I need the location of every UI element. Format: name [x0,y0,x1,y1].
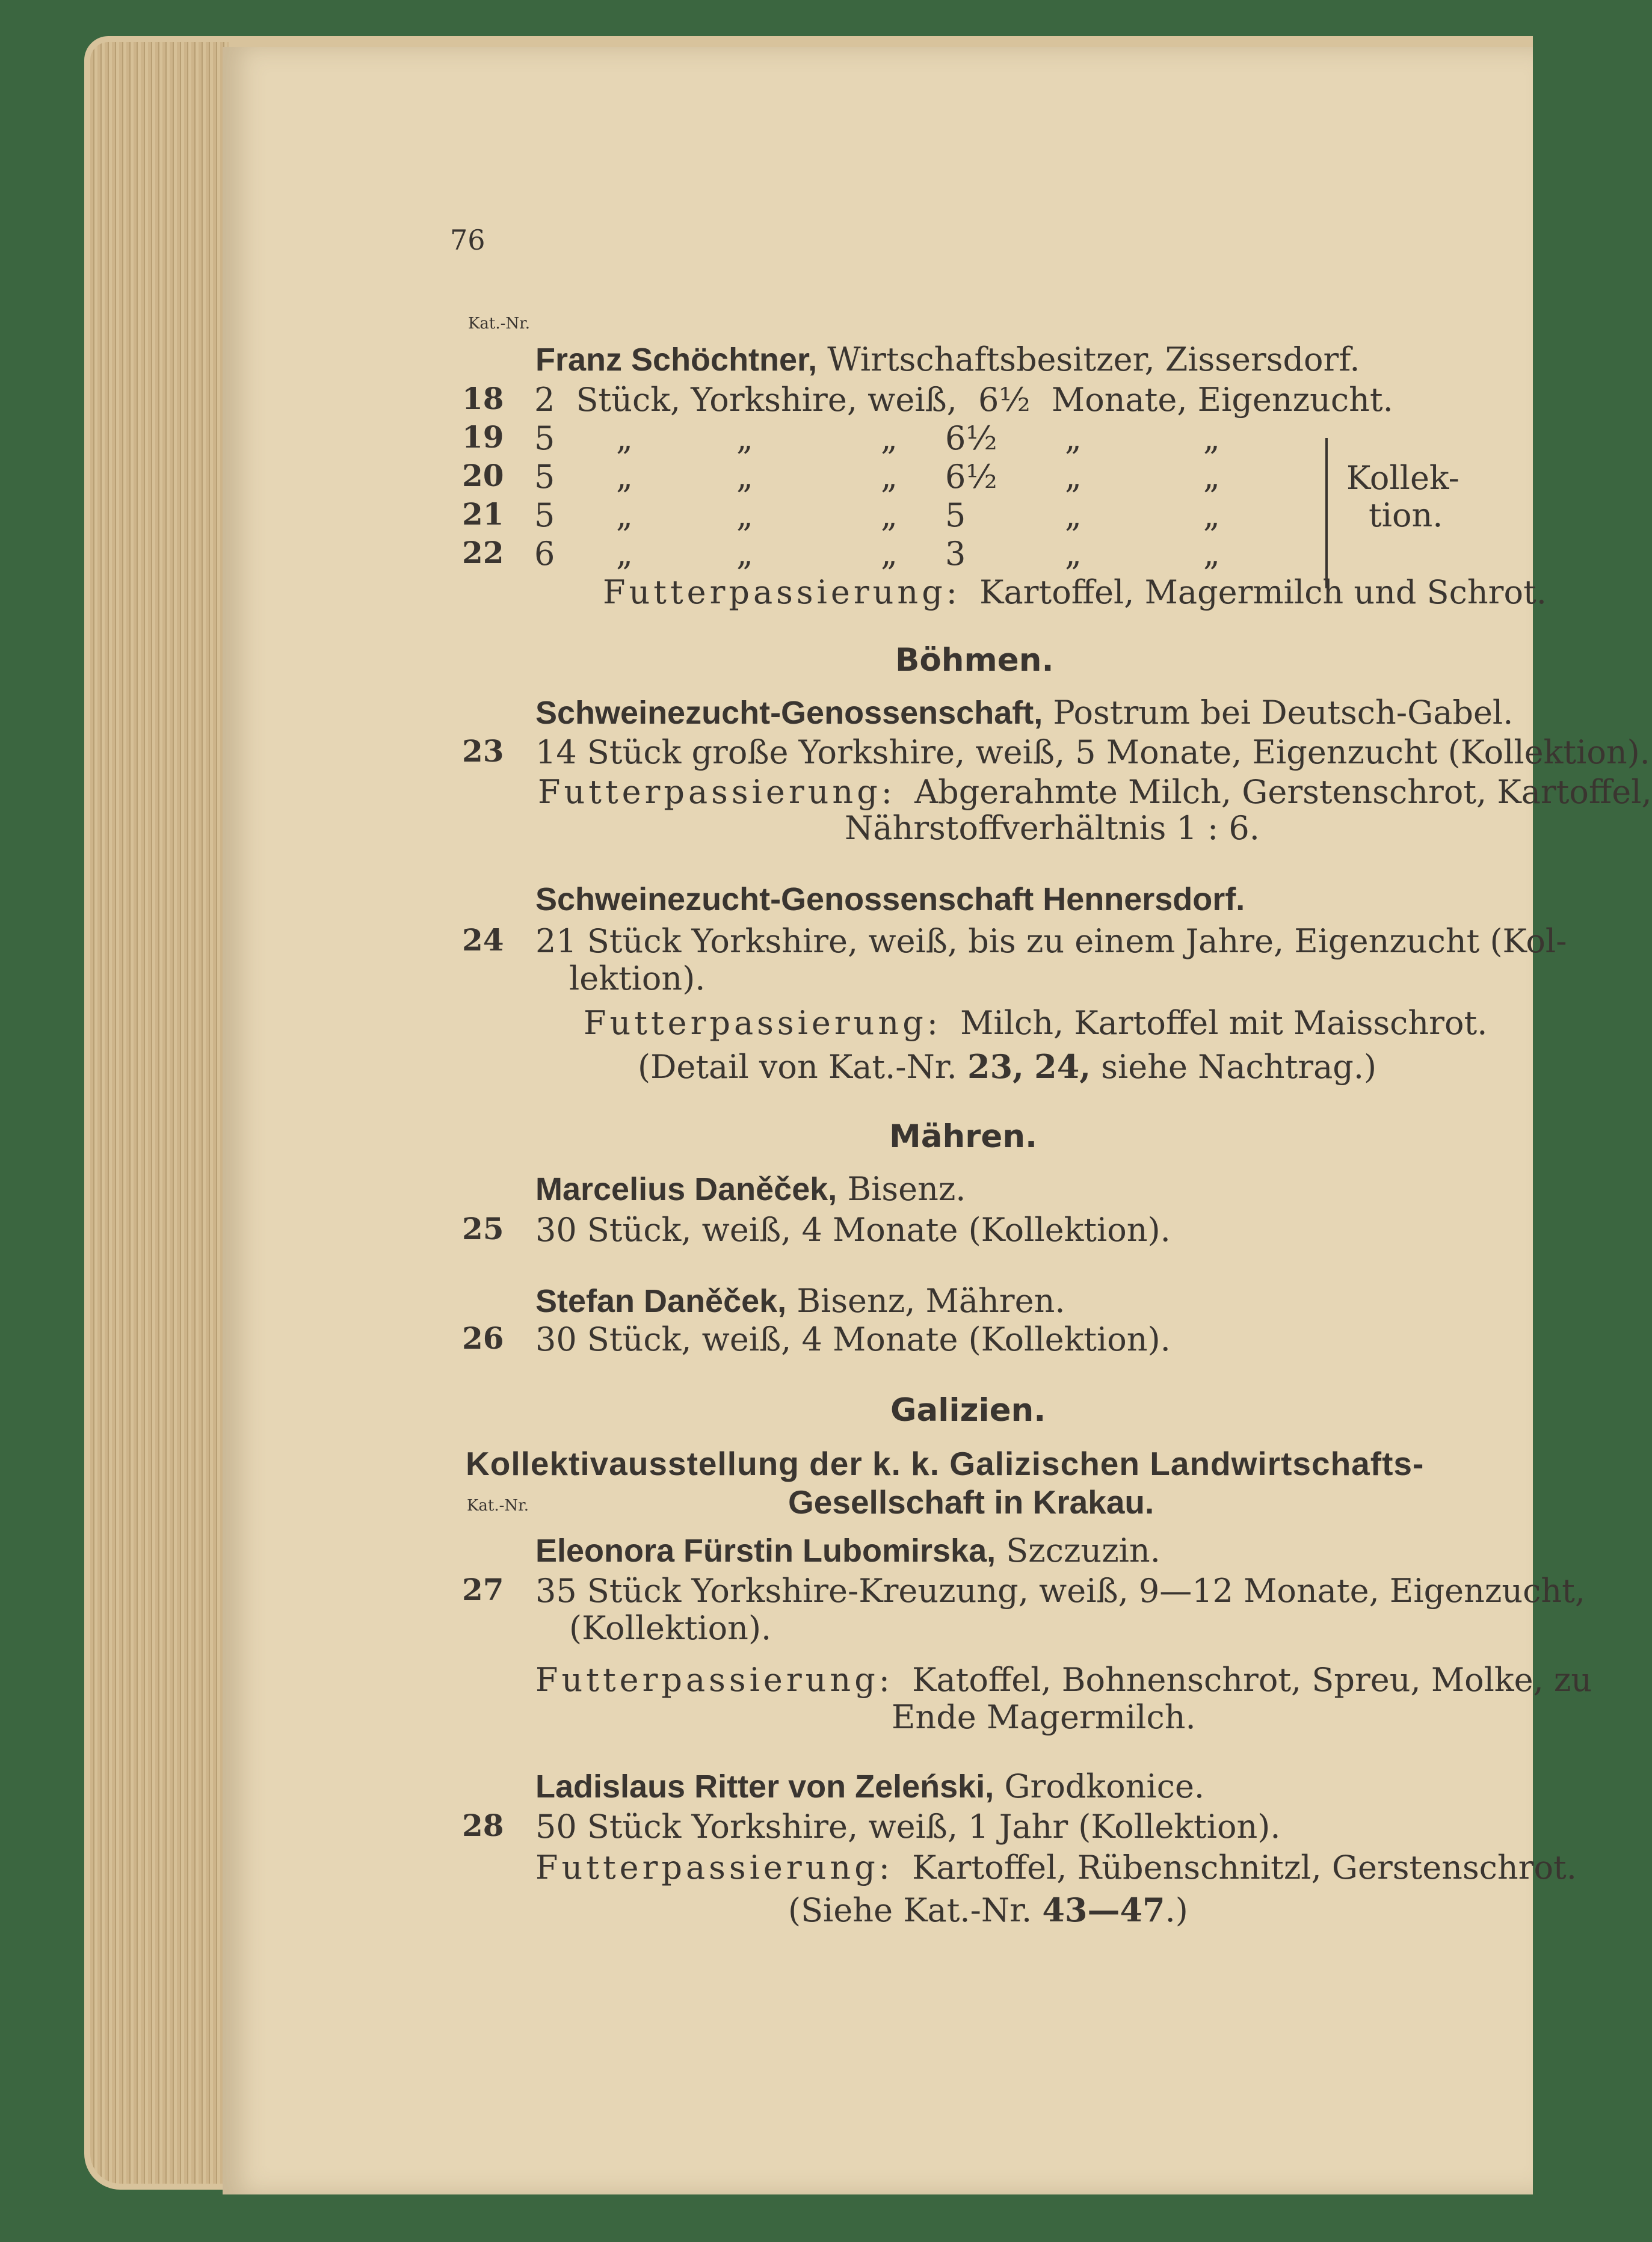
exhibitor-genossenschaft-hennersdorf: Schweinezucht-Genossenschaft Hennersdorf. [535,881,1245,917]
ditto-mark: „ [736,496,753,534]
entry-19-count: 5 [534,419,555,457]
ditto-mark: „ [616,535,633,573]
cat-number-25: 25 [462,1211,504,1246]
cat-number-21: 21 [462,496,504,532]
exhibitor-zelenski: Ladislaus Ritter von Zeleński, Grodkonice. [535,1767,1205,1805]
collective-exhibit-title: Kollektivausstellung der k. k. Galizischen Landwirtschafts- [466,1445,1425,1482]
cat-number-26: 26 [462,1320,504,1356]
collection-label: Kollek- [1346,459,1459,497]
ditto-mark: „ [1065,535,1082,573]
cat-number-22: 22 [462,535,504,570]
ditto-mark: „ [1203,419,1220,457]
entry-27-cont: (Kollektion). [569,1609,772,1647]
ditto-mark: „ [1065,496,1082,534]
entry-18: 2 Stück, Yorkshire, weiß, 6½ Monate, Eigenzucht. [534,381,1393,419]
page-number: 76 [450,224,485,256]
exhibitor-desc: Wirtschaftsbesitzer, Zissersdorf. [827,340,1360,378]
entry-22-age: 3 [945,535,966,573]
entry-20-count: 5 [534,458,555,496]
feeding-note-cont: Ende Magermilch. [892,1698,1196,1736]
feeding-note: Futterpassierung: Kartoffel, Magermilch und Schrot. [603,573,1547,611]
cat-number-28: 28 [462,1808,504,1843]
ditto-mark: „ [1203,458,1220,496]
ditto-mark: „ [616,458,633,496]
ditto-mark: „ [736,458,753,496]
kat-label: Kat.-Nr. [467,1497,529,1515]
cat-number-20: 20 [462,458,504,493]
cat-number-23: 23 [462,733,504,769]
exhibitor-name: Franz Schöchtner, [535,342,818,378]
book-page [223,47,1652,2194]
entry-20-age: 6½ [945,458,997,496]
feeding-note: Futterpassierung: Milch, Kartoffel mit Maisschrot. [584,1004,1488,1042]
collection-brace [1325,438,1328,588]
feeding-note: Futterpassierung: Kartoffel, Rübenschnitzl, Gerstenschrot. [535,1849,1577,1886]
entry-28: 50 Stück Yorkshire, weiß, 1 Jahr (Kollektion). [535,1808,1281,1846]
entry-21-age: 5 [945,496,966,534]
cat-number-24: 24 [462,922,504,958]
section-heading-boehmen: Böhmen. [895,642,1054,679]
kat-label: Kat.-Nr. [468,315,531,333]
ditto-mark: „ [1065,419,1082,457]
feeding-note: Futterpassierung: Abgerahmte Milch, Gerstenschrot, Kartoffel, [538,773,1652,811]
ditto-mark: „ [736,535,753,573]
see-reference: (Siehe Kat.-Nr. 43—47.) [788,1891,1188,1929]
entry-24: 21 Stück Yorkshire, weiß, bis zu einem Jahre, Eigenzucht (Kol- [535,922,1567,960]
exhibitor-marcelius-danecek: Marcelius Daněček, Bisenz. [535,1170,966,1208]
entry-27: 35 Stück Yorkshire-Kreuzung, weiß, 9—12 Monate, Eigenzucht, [535,1572,1586,1610]
exhibitor-lubomirska: Eleonora Fürstin Lubomirska, Szczuzin. [535,1532,1160,1569]
cat-number-27: 27 [462,1572,504,1607]
ditto-mark: „ [881,419,898,457]
ditto-mark: „ [736,419,753,457]
entry-26: 30 Stück, weiß, 4 Monate (Kollektion). [535,1320,1171,1358]
ditto-mark: „ [1065,458,1082,496]
page-edges [90,42,229,2184]
collection-label: tion. [1369,496,1443,534]
entry-21-count: 5 [534,496,555,534]
exhibitor-stefan-danecek: Stefan Daněček, Bisenz, Mähren. [535,1282,1065,1320]
ditto-mark: „ [616,419,633,457]
ditto-mark: „ [881,458,898,496]
entry-22-count: 6 [534,535,555,573]
exhibitor-schoechtner [535,340,1360,378]
ditto-mark: „ [1203,496,1220,534]
entry-19-age: 6½ [945,419,997,457]
ditto-mark: „ [881,535,898,573]
cat-number-18: 18 [462,381,504,416]
collective-exhibit-title-cont: Gesellschaft in Krakau. [788,1483,1154,1521]
ditto-mark: „ [881,496,898,534]
entry-23: 14 Stück große Yorkshire, weiß, 5 Monate, Eigenzucht (Kollektion). [535,733,1650,771]
section-heading-maehren: Mähren. [889,1118,1038,1155]
detail-reference: (Detail von Kat.-Nr. 23, 24, siehe Nachtrag.) [638,1047,1377,1086]
ditto-mark: „ [1203,535,1220,573]
exhibitor-genossenschaft-postrum: Schweinezucht-Genossenschaft, Postrum bei Deutsch-Gabel. [535,694,1514,731]
section-heading-galizien: Galizien. [890,1392,1046,1429]
feeding-note-cont: Nährstoffverhältnis 1 : 6. [845,809,1260,847]
entry-25: 30 Stück, weiß, 4 Monate (Kollektion). [535,1211,1171,1249]
ditto-mark: „ [616,496,633,534]
feeding-note: Futterpassierung: Katoffel, Bohnenschrot, Spreu, Molke, zu [535,1661,1592,1699]
cat-number-19: 19 [462,419,504,455]
entry-24-cont: lektion). [569,959,706,997]
